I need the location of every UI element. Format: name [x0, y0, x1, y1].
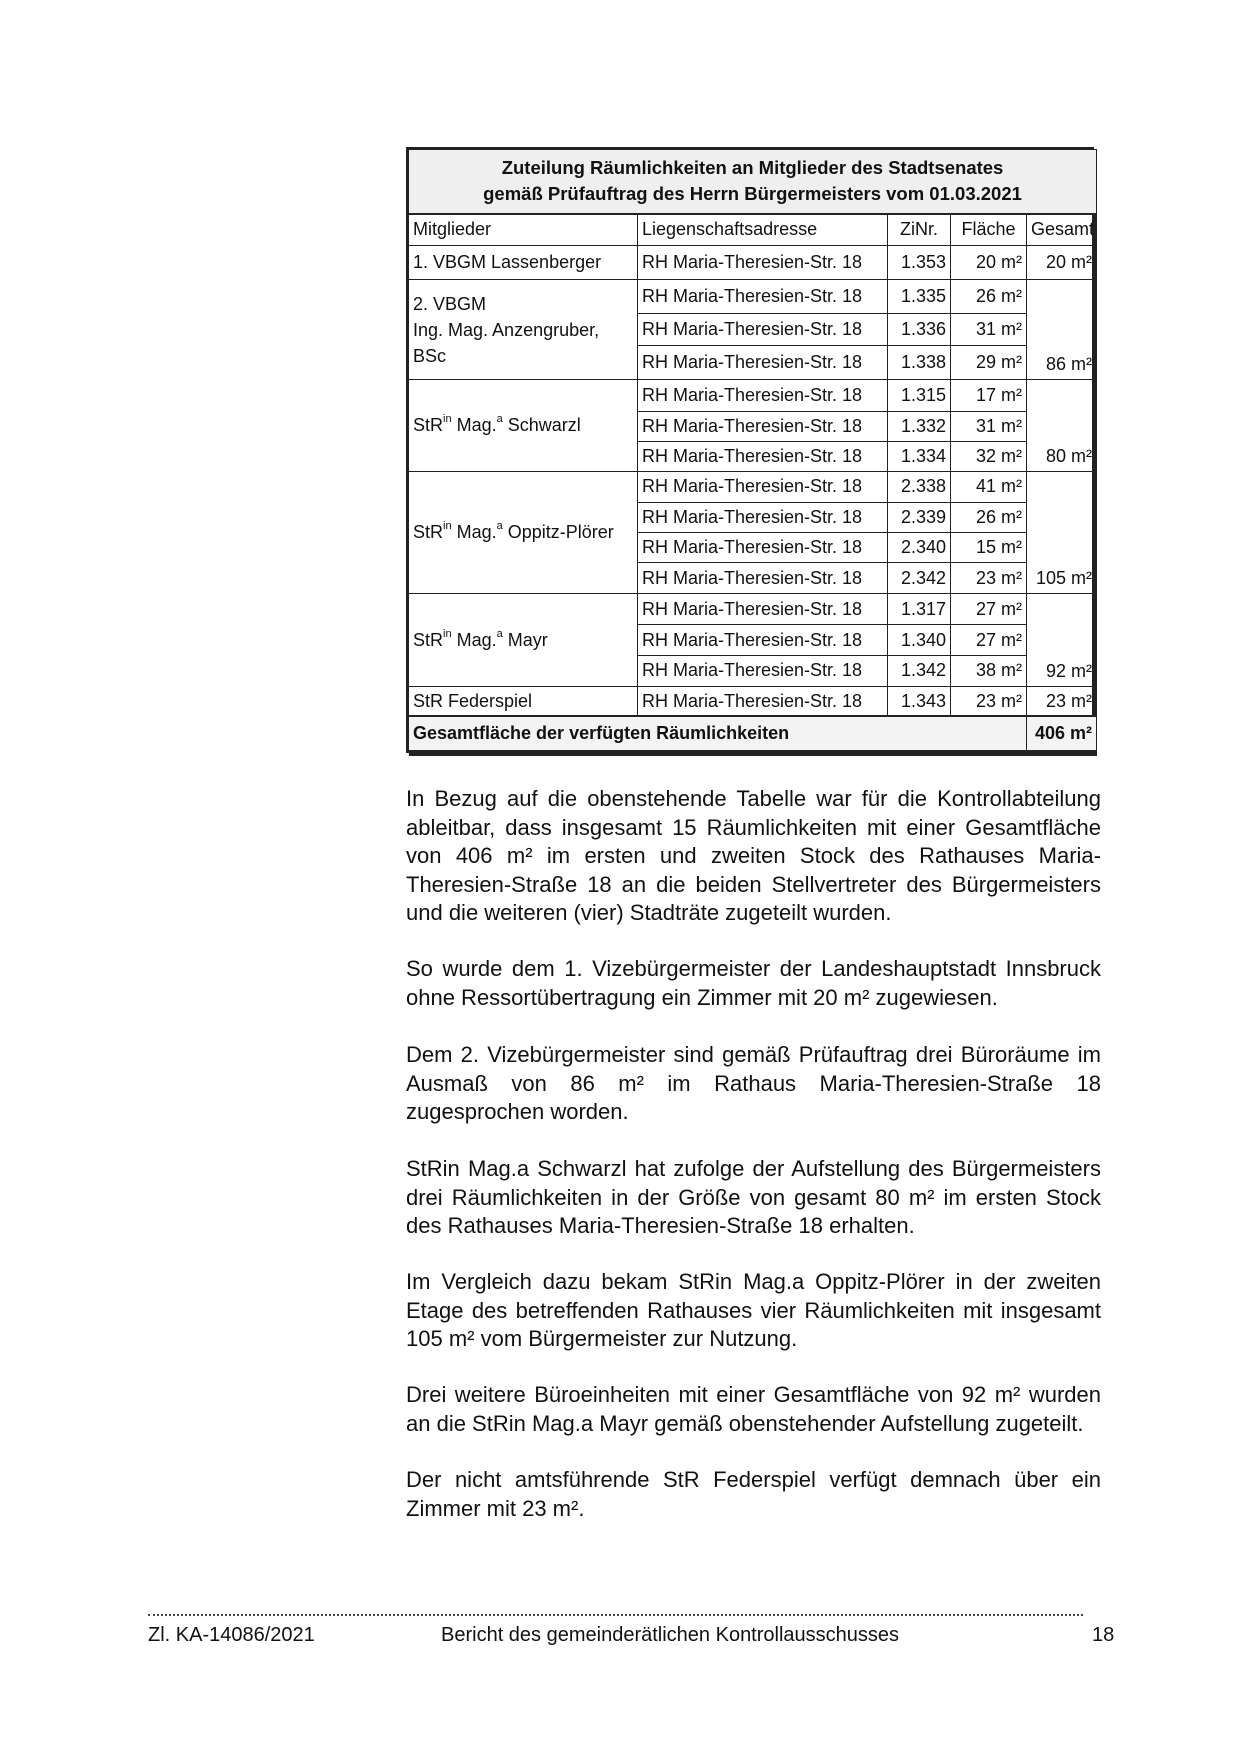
col-header-area: Fläche [951, 214, 1027, 246]
total-cell: 105 m² [1027, 471, 1097, 594]
room-cell: 2.342 [888, 563, 951, 594]
paragraph-schwarzl [406, 1155, 1101, 1241]
member-name: Schwarzl [502, 415, 581, 436]
member-name: Oppitz-Plörer [502, 522, 614, 543]
area-cell: 23 m² [951, 563, 1027, 594]
paragraph-text: Dem 2. Vizebürgermeister sind gemäß Prüfauftrag drei Büroräume im Ausmaß von 86 m² im Rathaus Maria-Theresien-Straße 18 zugesprochen worden. [406, 1042, 1101, 1124]
area-cell: 23 m² [951, 686, 1027, 716]
member-cell [409, 471, 638, 594]
member-cell [409, 380, 638, 471]
paragraph-vbgm2 [406, 1041, 1101, 1127]
room-cell: 1.332 [888, 411, 951, 441]
col-header-member: Mitglieder [409, 214, 638, 246]
room-cell: 1.338 [888, 346, 951, 380]
member-title: StR [413, 522, 444, 543]
table-title-line1: Zuteilung Räumlichkeiten an Mitglieder des Stadtsenates [501, 156, 1004, 178]
address-cell: RH Maria-Theresien-Str. 18 [638, 533, 888, 563]
member-name: Mayr [502, 629, 548, 650]
room-cell: 1.353 [888, 245, 951, 279]
area-cell: 27 m² [951, 625, 1027, 655]
paragraph-mayr [406, 1381, 1101, 1438]
member-cell: StR Federspiel [409, 686, 638, 716]
table-row [409, 471, 1097, 502]
area-cell: 17 m² [951, 380, 1027, 411]
room-cell: 1.334 [888, 441, 951, 471]
address-cell: RH Maria-Theresien-Str. 18 [638, 686, 888, 716]
room-cell: 2.340 [888, 533, 951, 563]
room-cell: 1.315 [888, 380, 951, 411]
member-line: Ing. Mag. Anzengruber, [413, 319, 600, 340]
address-cell: RH Maria-Theresien-Str. 18 [638, 655, 888, 686]
address-cell: RH Maria-Theresien-Str. 18 [638, 280, 888, 314]
area-cell: 26 m² [951, 280, 1027, 314]
room-cell: 2.339 [888, 502, 951, 532]
room-cell: 1.317 [888, 594, 951, 625]
address-cell: RH Maria-Theresien-Str. 18 [638, 502, 888, 532]
paragraph-text: Drei weitere Büroeinheiten mit einer Gesamtfläche von 92 m² wurden an die StRin Mag.a Mayr gemäß obenstehender Aufstellung zugeteilt. [406, 1382, 1101, 1436]
total-cell: 20 m² [1027, 245, 1097, 279]
address-cell: RH Maria-Theresien-Str. 18 [638, 441, 888, 471]
address-cell: RH Maria-Theresien-Str. 18 [638, 245, 888, 279]
area-cell: 29 m² [951, 346, 1027, 380]
table-title [409, 150, 1097, 214]
paragraph-vbgm1 [406, 955, 1101, 1012]
address-cell: RH Maria-Theresien-Str. 18 [638, 380, 888, 411]
room-cell: 2.338 [888, 471, 951, 502]
member-sup: a [496, 520, 503, 533]
col-header-total: Gesamt [1027, 214, 1097, 246]
table-row [409, 594, 1097, 625]
allocation-table-frame [406, 147, 1094, 753]
member-sup: a [496, 627, 503, 640]
area-cell: 41 m² [951, 471, 1027, 502]
address-cell: RH Maria-Theresien-Str. 18 [638, 346, 888, 380]
member-title: StR [413, 415, 444, 436]
paragraph-text: Im Vergleich dazu bekam StRin Mag.a Oppitz-Plörer in der zweiten Etage des betreffenden Rathauses vier Räumlichkeiten mit insgesamt 105 m² vom Bürgermeister zur Nutzung. [406, 1269, 1101, 1351]
paragraph-text: StRin Mag.a Schwarzl hat zufolge der Aufstellung des Bürgermeisters drei Räumlichkeiten in der Größe von gesamt 80 m² im ersten Stock des Rathauses Maria-Theresien-Straße 18 erhalten. [406, 1156, 1101, 1238]
address-cell: RH Maria-Theresien-Str. 18 [638, 625, 888, 655]
total-cell: 80 m² [1027, 380, 1097, 471]
room-cell: 1.342 [888, 655, 951, 686]
member-sup: in [443, 627, 452, 640]
total-cell: 92 m² [1027, 594, 1097, 686]
room-cell: 1.343 [888, 686, 951, 716]
member-degree: Mag. [451, 415, 497, 436]
grand-total-value: 406 m² [1027, 716, 1097, 750]
total-cell: 23 m² [1027, 686, 1097, 716]
paragraph-text: In Bezug auf die obenstehende Tabelle war für die Kontrollabteilung ableitbar, dass insgesamt 15 Räumlichkeiten mit einer Gesamtfläche von 406 m² im ersten und zweiten Stock des Rathauses Maria-Theresien-Straße 18 an die beiden Stellvertreter des Bürgermeisters und die weiteren (vier) Stadträte zugeteilt wurden. [406, 786, 1101, 925]
grand-total-row [409, 716, 1097, 750]
member-cell: 1. VBGM Lassenberger [409, 245, 638, 279]
table-row [409, 280, 1097, 314]
table-header-row [409, 214, 1097, 246]
area-cell: 32 m² [951, 441, 1027, 471]
member-line: 2. VBGM [413, 293, 487, 314]
member-cell [409, 280, 638, 380]
paragraph-federspiel [406, 1466, 1101, 1523]
member-degree: Mag. [451, 522, 497, 543]
col-header-room: ZiNr. [888, 214, 951, 246]
footer-report-title: Bericht des gemeinderätlichen Kontrollausschusses [441, 1624, 900, 1646]
footer-divider [148, 1614, 1083, 1616]
member-sup: in [443, 520, 452, 533]
paragraph-summary [406, 785, 1101, 928]
table-row [409, 245, 1097, 279]
member-sup: in [443, 413, 452, 426]
total-cell: 86 m² [1027, 280, 1097, 380]
col-header-address: Liegenschaftsadresse [638, 214, 888, 246]
address-cell: RH Maria-Theresien-Str. 18 [638, 314, 888, 346]
member-cell [409, 594, 638, 686]
table-row [409, 380, 1097, 411]
footer-reference: Zl. KA-14086/2021 [148, 1624, 315, 1646]
area-cell: 15 m² [951, 533, 1027, 563]
grand-total-label: Gesamtfläche der verfügten Räumlichkeiten [409, 716, 1027, 750]
room-cell: 1.335 [888, 280, 951, 314]
area-cell: 26 m² [951, 502, 1027, 532]
area-cell: 20 m² [951, 245, 1027, 279]
area-cell: 27 m² [951, 594, 1027, 625]
area-cell: 31 m² [951, 411, 1027, 441]
address-cell: RH Maria-Theresien-Str. 18 [638, 471, 888, 502]
area-cell: 38 m² [951, 655, 1027, 686]
member-sup: a [496, 413, 503, 426]
table-title-row [409, 150, 1097, 214]
address-cell: RH Maria-Theresien-Str. 18 [638, 563, 888, 594]
member-line: BSc [413, 345, 447, 366]
area-cell: 31 m² [951, 314, 1027, 346]
paragraph-text: Der nicht amtsführende StR Federspiel verfügt demnach über ein Zimmer mit 23 m². [406, 1467, 1101, 1521]
paragraph-text: So wurde dem 1. Vizebürgermeister der Landeshauptstadt Innsbruck ohne Ressortübertragung ein Zimmer mit 20 m² zugewiesen. [406, 956, 1101, 1010]
paragraph-oppitz-ploerer [406, 1268, 1101, 1354]
address-cell: RH Maria-Theresien-Str. 18 [638, 411, 888, 441]
member-title: StR [413, 629, 444, 650]
room-cell: 1.340 [888, 625, 951, 655]
table-title-line2: gemäß Prüfauftrag des Herrn Bürgermeisters vom 01.03.2021 [483, 183, 1022, 205]
table-row [409, 686, 1097, 716]
member-degree: Mag. [451, 629, 497, 650]
room-cell: 1.336 [888, 314, 951, 346]
allocation-table [408, 149, 1097, 751]
page-number: 18 [1092, 1624, 1115, 1646]
address-cell: RH Maria-Theresien-Str. 18 [638, 594, 888, 625]
